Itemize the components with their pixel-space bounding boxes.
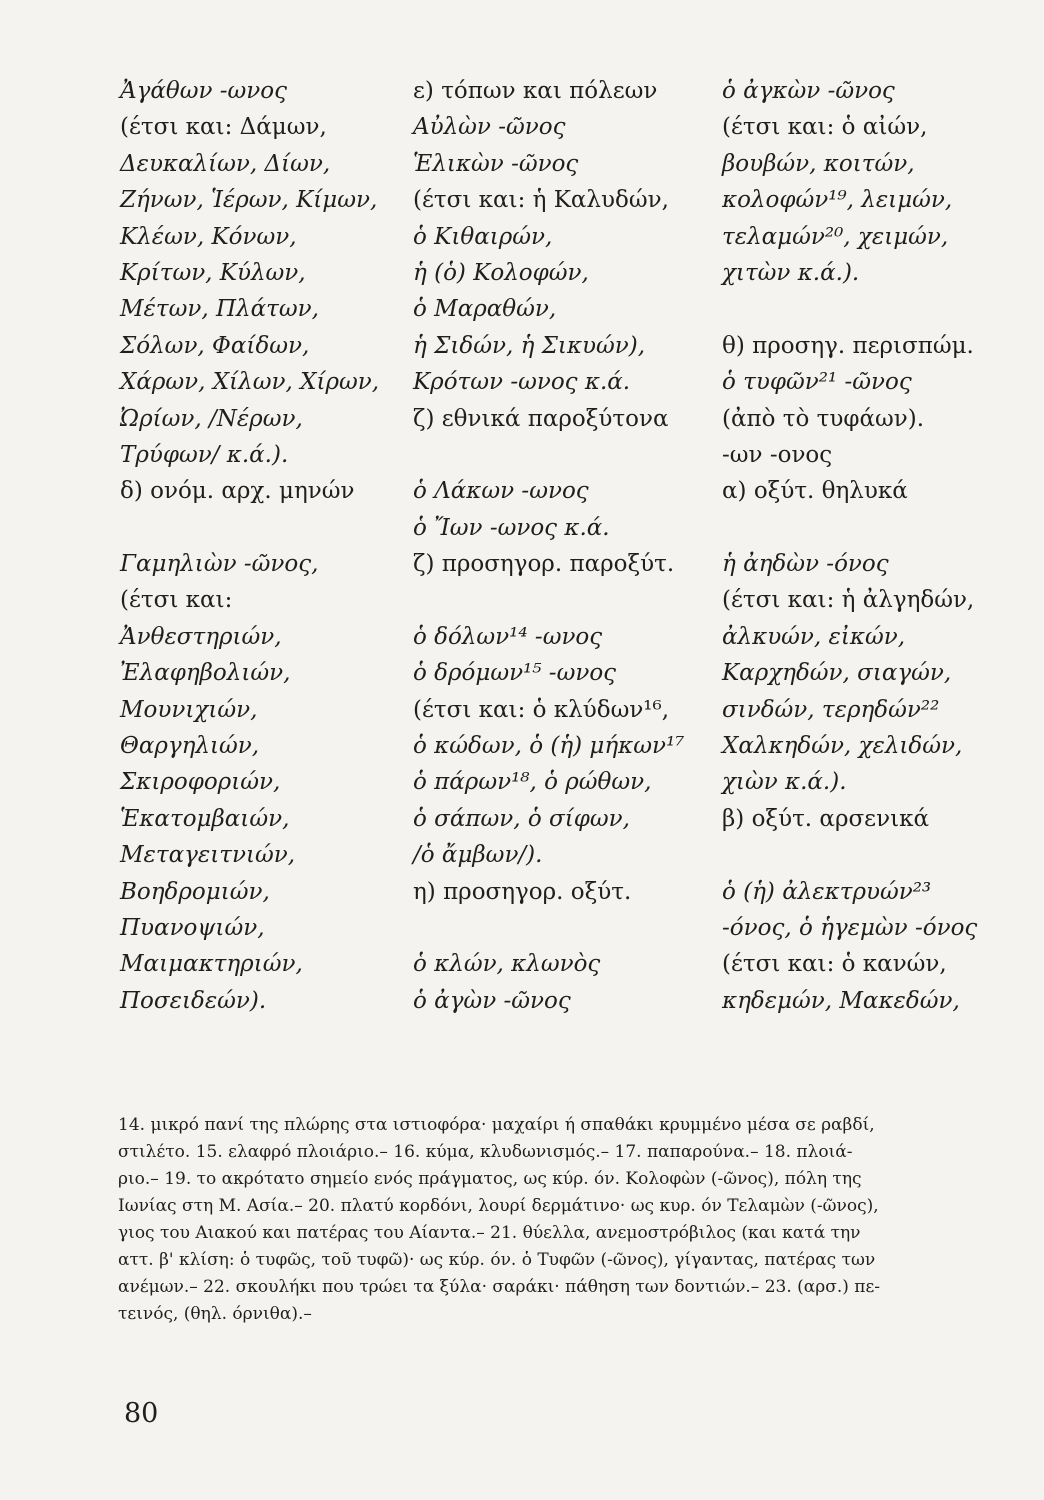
column-line: Γαμηλιὼν -ῶνος, [120,551,319,578]
column-line: ὁ ἀγὼν -ῶνος [413,987,571,1014]
column-line: (έτσι και: ἡ ἀλγηδών, [722,587,975,614]
column-line: ὁ (ἡ) ἀλεκτρυών²³ [722,878,932,905]
column-line: ἡ ἀηδὼν -όνος [722,551,889,578]
column-line: Κρίτων, Κύλων, [120,259,306,286]
column-line: ζ) εθνικά παροξύτονα [413,405,669,432]
column-line: ὁ Κιθαιρών, [413,223,553,250]
column-line: Ἑκατομβαιών, [120,805,290,832]
column-line: ὁ πάρων¹⁸, ὁ ρώθων, [413,769,652,796]
column-line [722,510,1022,546]
footnote-line: γιος του Αιακού και πατέρας του Αίαντα.– 21. θύελλα, ανεμοστρόβιλος (και κατά την [118,1223,861,1243]
column-line: Αὐλὼν -ῶνος [413,114,566,141]
column-line: Χάρων, Χίλων, Χίρων, [120,369,380,396]
footnote-line: αττ. β' κλίση: ὁ τυφῶς, τοῦ τυφῶ)· ως κύρ. όν. ὁ Τυφῶν (-ῶνος), γίγαντας, πατέρας των [118,1250,876,1270]
column-line: Μέτων, Πλάτων, [120,296,319,323]
footnote-line: ανέμων.– 22. σκουλήκι που τρώει τα ξύλα· σαράκι· πάθηση των δοντιών.– 23. (αρσ.) πε- [118,1277,881,1297]
column-left [120,73,410,1019]
column-line: Τρύφων/ κ.ά.). [120,441,289,468]
column-line [413,582,713,618]
column-line: ἀλκυών, εἰκών, [722,623,906,650]
column-line: η) προσηγορ. οξύτ. [413,878,632,905]
column-line: Ἑλικὼν -ῶνος [413,150,579,177]
footnote-line: ριο.– 19. το ακρότατο σημείο ενός πράγματος, ως κύρ. όν. Κολοφὼν (-ῶνος), πόλη της [118,1169,862,1189]
column-line: ἡ Σιδών, ἡ Σικυών), [413,332,646,359]
column-line [120,510,410,546]
column-line: Μεταγειτνιών, [120,842,296,869]
column-line: ὁ Ἴων -ωνος κ.ά. [413,514,610,541]
column-line: Ὠρίων, /Νέρων, [120,405,303,432]
column-line: Ἀγάθων -ωνος [120,78,288,104]
footnote-line: 14. μικρό πανί της πλώρης στα ιστιοφόρα· μαχαίρι ή σπαθάκι κρυμμένο μέσα σε ραβδί, [118,1115,875,1135]
footnote-line: στιλέτο. 15. ελαφρό πλοιάριο.– 16. κύμα, κλυδωνισμός.– 17. παπαρούνα.– 18. πλοιά- [118,1142,853,1162]
column-line: Ζήνων, Ἱέρων, Κίμων, [120,187,378,214]
column-line: ζ) προσηγορ. παροξύτ. [413,551,675,578]
column-line: ὁ κώδων, ὁ (ἡ) μήκων¹⁷ [413,733,685,760]
column-line: Σόλων, Φαίδων, [120,332,310,359]
column-line: (έτσι και: ὁ κανών, [722,951,947,978]
column-line: Κρότων -ωνος κ.ά. [413,369,631,396]
footnote-line: τεινός, (θηλ. όρνιθα).– [118,1304,312,1324]
column-line: Ποσειδεών). [120,987,267,1014]
column-line: χιὼν κ.ά.). [722,769,847,796]
column-line: βουβών, κοιτών, [722,150,915,177]
column-line: -όνος, ὁ ἡγεμὼν -όνος [722,914,978,941]
column-line: Μαιμακτηριών, [120,951,303,978]
column-line: β) οξύτ. αρσενικά [722,805,929,832]
column-line: /ὁ ἄμβων/). [413,842,543,869]
column-line: ὁ τυφῶν²¹ -ῶνος [722,369,912,396]
footnote-line: Ιωνίας στη Μ. Ασία.– 20. πλατύ κορδόνι, λουρί δερμάτινο· ως κυρ. όν Τελαμὼν (-ῶνος), [118,1196,879,1216]
column-line: ὁ Μαραθών, [413,296,557,323]
column-line: Ἐλαφηβολιών, [120,660,291,687]
page-number: 80 [124,1398,159,1429]
footnotes [118,1112,991,1328]
column-line: ε) τόπων και πόλεων [413,78,658,104]
column-line: Θαργηλιών, [120,733,260,760]
column-line: (ἀπὸ τὸ τυφάων). [722,405,925,432]
column-line: Πυανοψιών, [120,914,265,941]
column-line: (έτσι και: [120,587,233,614]
column-line: ὁ ἀγκὼν -ῶνος [722,78,895,104]
column-line: ὁ σάπων, ὁ σίφων, [413,805,630,832]
column-line [413,437,713,473]
column-line: ὁ Λάκων -ωνος [413,478,589,505]
column-line: χιτὼν κ.ά.). [722,259,860,286]
column-line: -ων -ονος [722,441,833,468]
column-right [722,73,1022,1019]
column-line: Ἀνθεστηριών, [120,623,282,650]
column-line: ὁ δόλων¹⁴ -ωνος [413,623,603,650]
column-line: Καρχηδών, σιαγών, [722,660,952,687]
column-line: (έτσι και: Δάμων, [120,114,327,141]
column-line: (έτσι και: ἡ Καλυδών, [413,187,669,214]
column-line: κηδεμών, Μακεδών, [722,987,960,1014]
column-line: α) οξύτ. θηλυκά [722,478,908,505]
column-line [722,291,1022,327]
column-line: Χαλκηδών, χελιδών, [722,733,963,760]
column-line: ὁ δρόμων¹⁵ -ωνος [413,660,617,687]
column-line: σινδών, τερηδών²² [722,696,940,723]
column-line [722,837,1022,873]
column-line: Κλέων, Κόνων, [120,223,297,250]
column-line: (έτσι και: ὁ αἰών, [722,114,928,141]
column-line: τελαμών²⁰, χειμών, [722,223,949,250]
column-line: θ) προσηγ. περισπώμ. [722,332,974,359]
column-line: Βοηδρομιών, [120,878,270,905]
column-line: ἡ (ὁ) Κολοφών, [413,259,589,286]
column-middle [413,73,713,1019]
column-line: κολοφών¹⁹, λειμών, [722,187,953,214]
column-line: ὁ κλών, κλωνὸς [413,951,601,978]
column-line [413,910,713,946]
column-line: δ) ονόμ. αρχ. μηνών [120,478,355,505]
column-line: (έτσι και: ὁ κλύδων¹⁶, [413,696,670,723]
column-line: Μουνιχιών, [120,696,258,723]
column-line: Σκιροφοριών, [120,769,281,796]
column-line: Δευκαλίων, Δίων, [120,150,331,177]
